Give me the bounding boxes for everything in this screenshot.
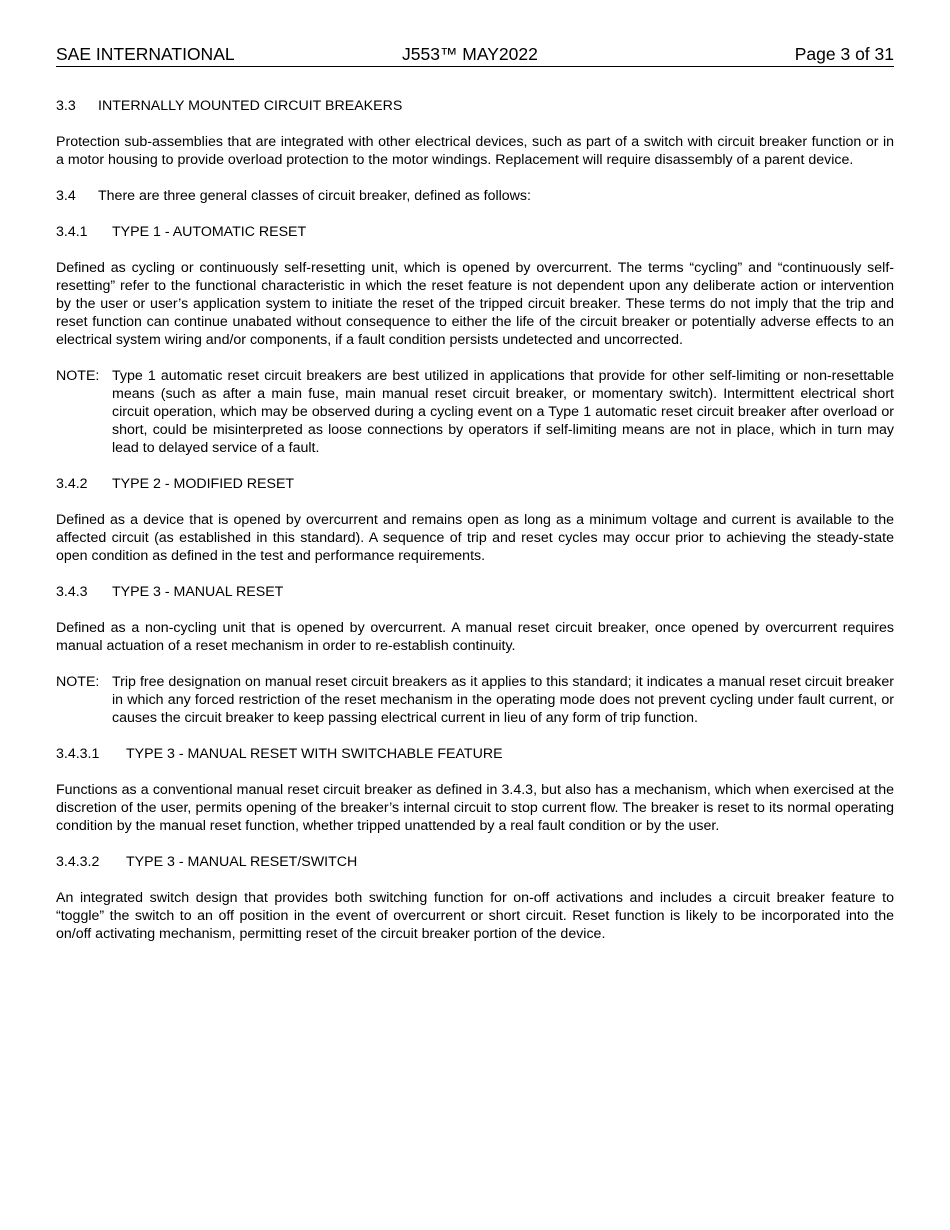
note-text: Type 1 automatic reset circuit breakers are best utilized in applications that provide for other self-limiting or non-resettable means (such as after a main fuse, main manual reset circuit breaker, or momentary switch). Intermittent electrical short circuit operation, which may be observed during a cycling event on a Type 1 automatic reset circuit breaker after overload or short, could be misinterpreted as loose connections by operators if self-limiting means are not in place, which in turn may lead to delayed service of a fault. <box>112 368 894 456</box>
section-3-4-1-body: Defined as cycling or continuously self-resetting unit, which is opened by overcurrent. The terms “cycling” and “continuously self-resetting” refer to the functional characteristic in which the reset feature is not dependent upon any deliberate action or intervention by the user or user’s application system to initiate the reset of the tripped circuit breaker. These terms do not imply that the trip and reset function can continue unabated without consequence to either the life of the circuit breaker or potentially adverse effects to an electrical system wiring and/or components, if a fault condition persists undetected and uncorrected. <box>56 260 894 348</box>
note-label: NOTE: <box>56 368 100 384</box>
header-doc-id: J553™ MAY2022 <box>402 44 538 64</box>
section-number: 3.4.3.1 <box>56 746 100 762</box>
section-title: TYPE 3 - MANUAL RESET WITH SWITCHABLE FEATURE <box>126 746 503 762</box>
section-number: 3.4.1 <box>56 224 88 240</box>
section-3-4-3-1-heading <box>56 745 894 763</box>
page-header <box>56 44 894 67</box>
note-label: NOTE: <box>56 674 100 690</box>
section-title: INTERNALLY MOUNTED CIRCUIT BREAKERS <box>98 98 403 114</box>
section-3-4-3-1-body: Functions as a conventional manual reset circuit breaker as defined in 3.4.3, but also has a mechanism, which when exercised at the discretion of the user, permits opening of the breaker’s internal circuit to stop current flow. The breaker is reset to its normal operating condition by the manual reset function, whether tripped unattended by a real fault condition or by the user. <box>56 782 894 834</box>
header-page-number: Page 3 of 31 <box>794 44 894 64</box>
section-title: TYPE 1 - AUTOMATIC RESET <box>112 224 307 240</box>
section-number: 3.4.3 <box>56 584 88 600</box>
section-3-4-3-2-body: An integrated switch design that provides both switching function for on-off activations and includes a circuit breaker feature to “toggle” the switch to an off position in the event of overcurrent or short circuit. Reset function is likely to be incorporated into the on/off activating mechanism, permitting reset of the circuit breaker portion of the device. <box>56 890 894 942</box>
section-3-3-heading <box>56 97 894 115</box>
page-content <box>56 97 894 961</box>
section-3-3-body: Protection sub-assemblies that are integrated with other electrical devices, such as part of a switch with circuit breaker function or in a motor housing to provide overload protection to the motor windings. Replacement will require disassembly of a parent device. <box>56 134 894 168</box>
section-3-4-2-body: Defined as a device that is opened by overcurrent and remains open as long as a minimum voltage and current is available to the affected circuit (as established in this standard). A sequence of trip and reset cycles may occur prior to achieving the steady-state open condition as defined in the test and performance requirements. <box>56 512 894 564</box>
header-org: SAE INTERNATIONAL <box>56 44 235 64</box>
section-number: 3.3 <box>56 98 76 114</box>
section-3-4-2-heading <box>56 475 894 493</box>
section-number: 3.4.3.2 <box>56 854 100 870</box>
section-3-4-3-body: Defined as a non-cycling unit that is opened by overcurrent. A manual reset circuit breaker, once opened by overcurrent requires manual actuation of a reset mechanism in order to re-establish continuity. <box>56 620 894 654</box>
section-3-4-3-2-heading <box>56 853 894 871</box>
section-3-4-3-note <box>56 673 894 727</box>
section-3-4-heading <box>56 187 894 205</box>
section-title: TYPE 3 - MANUAL RESET <box>112 584 284 600</box>
section-number: 3.4.2 <box>56 476 88 492</box>
note-text: Trip free designation on manual reset circuit breakers as it applies to this standard; it indicates a manual reset circuit breaker in which any forced restriction of the reset mechanism in the operating mode does not prevent cycling under fault current, or causes the circuit breaker to keep passing electrical current in lieu of any form of trip function. <box>112 674 894 726</box>
section-3-4-3-heading <box>56 583 894 601</box>
section-3-4-1-note <box>56 367 894 457</box>
section-title: TYPE 2 - MODIFIED RESET <box>112 476 295 492</box>
section-title: TYPE 3 - MANUAL RESET/SWITCH <box>126 854 358 870</box>
section-3-4-1-heading <box>56 223 894 241</box>
section-number: 3.4 <box>56 188 76 204</box>
section-title: There are three general classes of circuit breaker, defined as follows: <box>98 188 531 204</box>
